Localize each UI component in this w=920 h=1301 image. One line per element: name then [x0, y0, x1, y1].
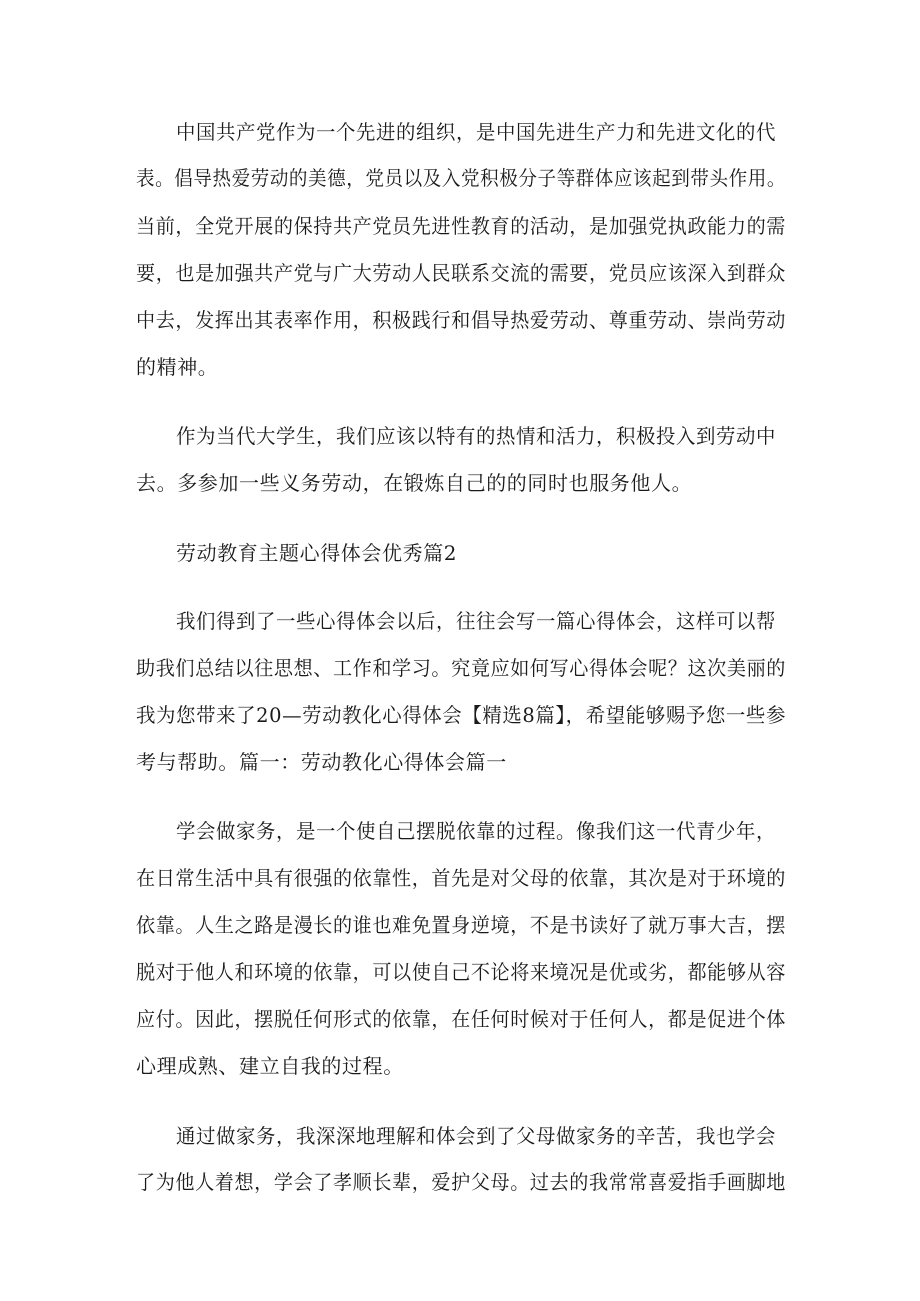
text-line: 表。倡导热爱劳动的美德，党员以及入党积极分子等群体应该起到带头作用。 — [136, 166, 786, 190]
text-line: 当前，全党开展的保持共产党员先进性教育的活动，是加强党执政能力的需 — [136, 214, 786, 238]
text-line: 我为您带来了20—劳动教化心得体会【精选8篇】，希望能够赐予您一些参 — [136, 703, 786, 727]
text-line: 应付。因此，摆脱任何形式的依靠，在任何时候对于任何人，都是促进个体 — [136, 1007, 786, 1031]
text-line: 在日常生活中具有很强的依靠性，首先是对父母的依靠，其次是对于环境的 — [136, 866, 786, 890]
heading-text: 劳动教育主题心得体会优秀篇2 — [176, 541, 458, 565]
text-line: 依靠。人生之路是漫长的谁也难免置身逆境，不是书读好了就万事大吉，摆 — [136, 913, 786, 937]
text-line: 要，也是加强共产党与广大劳动人民联系交流的需要，党员应该深入到群众 — [136, 261, 786, 285]
text-line: 助我们总结以往思想、工作和学习。究竟应如何写心得体会呢？这次美丽的 — [136, 656, 786, 680]
text-line: 了为他人着想，学会了孝顺长辈，爱护父母。过去的我常常喜爱指手画脚地 — [136, 1170, 786, 1194]
text-line: 去。多参加一些义务劳动，在锻炼自己的的同时也服务他人。 — [136, 471, 693, 495]
text-line: 我们得到了一些心得体会以后，往往会写一篇心得体会，这样可以帮 — [176, 609, 777, 633]
text-line: 心理成熟、建立自我的过程。 — [136, 1054, 404, 1078]
text-line: 考与帮助。篇一：劳动教化心得体会篇一 — [136, 750, 507, 774]
text-line: 中国共产党作为一个先进的组织，是中国先进生产力和先进文化的代 — [176, 120, 777, 144]
text-line: 脱对于他人和环境的依靠，可以使自己不论将来境况是优或劣，都能够从容 — [136, 960, 786, 984]
text-line: 的精神。 — [136, 355, 219, 379]
text-line: 通过做家务，我深深地理解和体会到了父母做家务的辛苦，我也学会 — [176, 1124, 777, 1148]
text-line: 中去，发挥出其表率作用，积极践行和倡导热爱劳动、尊重劳动、崇尚劳动 — [136, 308, 786, 332]
text-line: 作为当代大学生，我们应该以特有的热情和活力，积极投入到劳动中 — [176, 424, 777, 448]
text-line: 学会做家务，是一个使自己摆脱依靠的过程。像我们这一代青少年， — [176, 819, 777, 843]
